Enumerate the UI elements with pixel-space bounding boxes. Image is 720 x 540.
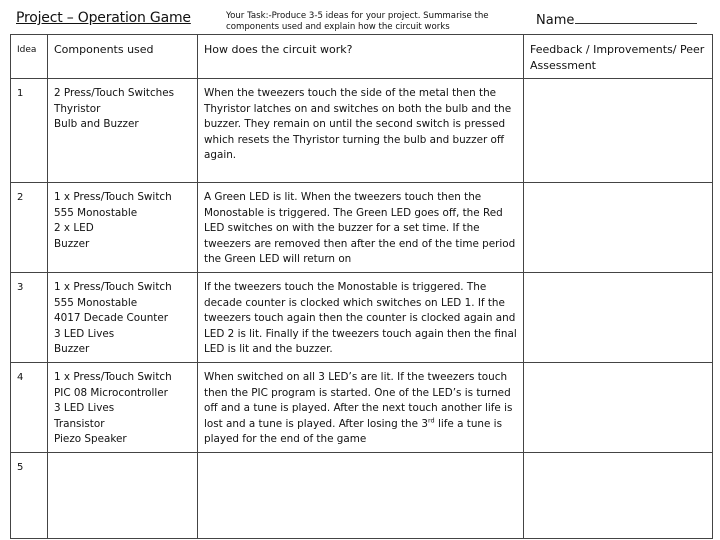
component-item: 3 LED Lives (54, 327, 115, 340)
component-item: 1 x Press/Touch Switch (54, 370, 172, 383)
page-title: Project – Operation Game (16, 10, 191, 26)
components-cell (48, 362, 198, 452)
idea-number: 4 (11, 362, 48, 452)
idea-number: 5 (11, 452, 48, 538)
table-row (11, 79, 713, 183)
feedback-cell[interactable] (524, 362, 713, 452)
feedback-cell[interactable] (524, 272, 713, 362)
component-item: 2 Press/Touch Switches (54, 87, 175, 99)
components-cell (48, 183, 198, 273)
table-row (11, 452, 713, 538)
how-cell: When the tweezers touch the side of the metal then the Thyristor latches on and switches on both the bulb and the buzzer. They remain on until the second switch is pressed which resets the Thyristor turning the bulb and buzzer off again. (198, 79, 524, 183)
header-idea: Idea (11, 35, 48, 79)
component-item: 555 Monostable (54, 206, 138, 219)
component-item: 2 x LED (54, 222, 94, 235)
components-cell[interactable] (48, 452, 198, 538)
header-components: Components used (48, 35, 198, 79)
component-item: Thyristor (54, 102, 101, 115)
component-item: 3 LED Lives (54, 402, 115, 415)
component-item: Buzzer (54, 343, 90, 356)
how-text-end: life a tune is played for the end of the game (204, 417, 502, 446)
table-header-row (11, 35, 713, 79)
how-cell: If the tweezers touch the Monostable is triggered. The decade counter is clocked which switches on LED 1. If the tweezers touch again then the counter is clocked again and LED 2 is lit. Finally if the tweezers touch again then the final LED is lit and the buzzer. (198, 272, 524, 362)
header-feedback: Feedback / Improvements/ Peer Assessment (524, 35, 713, 79)
idea-number: 1 (11, 79, 48, 183)
component-item: PIC 08 Microcontroller (54, 386, 168, 399)
name-label: Name (536, 13, 575, 28)
idea-number: 3 (11, 272, 48, 362)
how-cell (198, 362, 524, 452)
table-row (11, 272, 713, 362)
component-item: Transistor (54, 417, 105, 430)
table-row (11, 183, 713, 273)
component-item: 1 x Press/Touch Switch (54, 280, 172, 293)
name-field[interactable] (536, 11, 697, 28)
how-text: When switched on all 3 LED’s are lit. If the tweezers touch then the PIC program is started. One of the LED’s is turned off and a tune is played. After the next touch another life is lost and a tune is played. After losing the 3 (204, 370, 513, 430)
feedback-cell[interactable] (524, 183, 713, 273)
components-cell (48, 79, 198, 183)
table-row (11, 362, 713, 452)
idea-number: 2 (11, 183, 48, 273)
task-instructions: Your Task:-Produce 3-5 ideas for your project. Summarise the components used and explain how the circuit works (226, 11, 489, 32)
ordinal-suffix: rd (427, 416, 435, 425)
name-underline[interactable] (575, 11, 697, 24)
component-item: 4017 Decade Counter (54, 312, 169, 325)
feedback-cell[interactable] (524, 452, 713, 538)
how-cell[interactable] (198, 452, 524, 538)
header-how: How does the circuit work? (198, 35, 524, 79)
component-item: 1 x Press/Touch Switch (54, 191, 172, 203)
component-item: Bulb and Buzzer (54, 118, 139, 131)
how-cell: A Green LED is lit. When the tweezers touch then the Monostable is triggered. The Green LED goes off, the Red LED switches on with the buzzer for a set time. If the tweezers are removed then after the end of the time period the Green LED will return on (198, 183, 524, 273)
feedback-cell[interactable] (524, 79, 713, 183)
component-item: 555 Monostable (54, 296, 138, 309)
ideas-table (10, 34, 713, 539)
components-cell (48, 272, 198, 362)
component-item: Piezo Speaker (54, 433, 127, 446)
component-item: Buzzer (54, 237, 90, 250)
